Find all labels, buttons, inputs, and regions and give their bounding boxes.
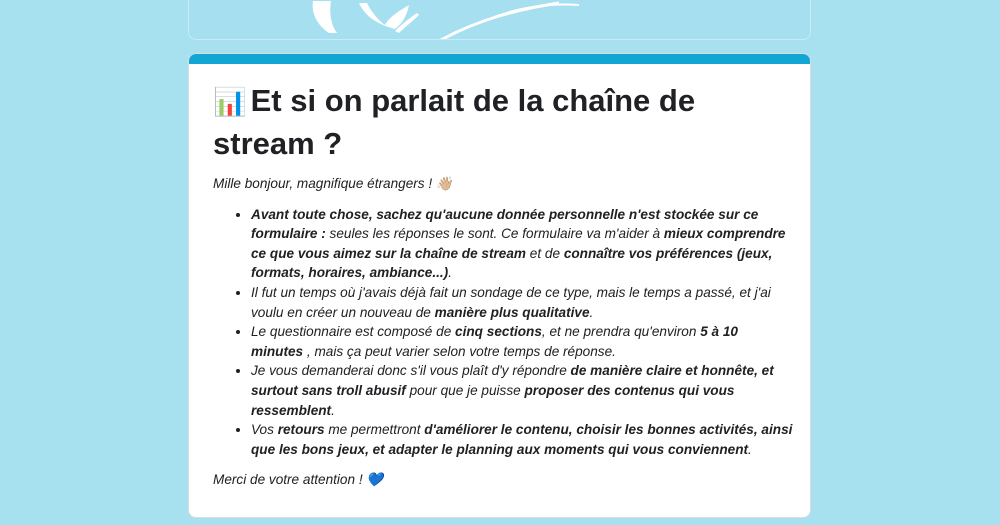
bullet-bold-text: 5 à 10 minutes bbox=[251, 324, 738, 359]
bar-chart-icon: 📊 bbox=[213, 87, 247, 117]
form-title-text: Et si on parlait de la chaîne de stream ? bbox=[213, 83, 696, 161]
bullet-text: . bbox=[331, 402, 335, 418]
greeting-text: Mille bonjour, magnifique étrangers ! 👋🏼 bbox=[213, 176, 453, 191]
closing-text: Merci de votre attention ! 💙 bbox=[213, 472, 384, 488]
card-accent-bar bbox=[189, 54, 810, 64]
bullet-text: et de bbox=[526, 245, 564, 261]
form-description bbox=[213, 174, 793, 490]
description-bullet-list bbox=[213, 205, 793, 460]
form-title bbox=[213, 80, 783, 165]
bullet-bold-text: de manière claire et honnête, et surtout sans troll abusif bbox=[251, 363, 774, 398]
bullet-text: seules les réponses le sont. Ce formulaire va m'aider à bbox=[325, 226, 664, 242]
bullet-text: me permettront bbox=[324, 422, 425, 438]
description-bullet-item bbox=[251, 283, 793, 322]
leaf-illustration bbox=[189, 0, 811, 40]
description-bullet-item bbox=[251, 322, 793, 361]
bullet-text: pour que je puisse bbox=[405, 382, 525, 398]
bullet-text: Il fut un temps où j'avais déjà fait un sondage de ce type, mais le temps a passé, et j'ai voulu en créer un nouveau de bbox=[251, 284, 771, 320]
form-description-card bbox=[188, 53, 811, 518]
bullet-bold-text: cinq sections bbox=[455, 324, 542, 340]
bullet-text: . bbox=[448, 265, 452, 281]
bullet-bold-text: manière plus qualitative bbox=[434, 304, 590, 320]
bullet-text: Je vous demanderai donc s'il vous plaît d'y répondre bbox=[251, 363, 571, 379]
bullet-text: Le questionnaire est composé de bbox=[251, 324, 456, 340]
header-banner-image bbox=[188, 0, 811, 40]
bullet-bold-text: Avant toute chose, sachez qu'aucune donnée personnelle n'est stockée sur ce formulaire : bbox=[251, 206, 759, 242]
bullet-bold-text: proposer des contenus qui vous ressemblent bbox=[251, 382, 735, 418]
description-bullet-item bbox=[251, 420, 793, 459]
bullet-text: Vos bbox=[251, 422, 278, 438]
bullet-bold-text: retours bbox=[277, 422, 325, 438]
bullet-bold-text: d'améliorer le contenu, choisir les bonnes activités, ainsi que les bons jeux, et adapter le planning aux moments qui vous conviennent bbox=[251, 422, 793, 457]
bullet-text: . bbox=[589, 304, 594, 320]
description-bullet-item bbox=[251, 361, 793, 420]
bullet-text: , et ne prendra qu'environ bbox=[541, 324, 701, 340]
bullet-bold-text: mieux comprendre ce que vous aimez sur la chaîne de stream bbox=[251, 226, 786, 261]
bullet-bold-text: connaître vos préférences (jeux, formats, horaires, ambiance...) bbox=[251, 245, 773, 281]
bullet-text: . bbox=[748, 441, 752, 457]
description-bullet-item bbox=[251, 205, 793, 283]
bullet-text: , mais ça peut varier selon votre temps de réponse. bbox=[303, 343, 616, 359]
